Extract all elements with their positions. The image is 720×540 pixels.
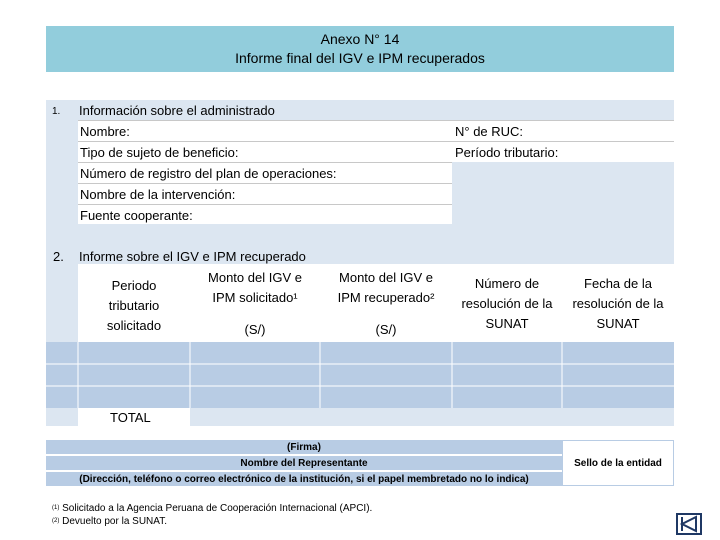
col1-line2: tributario: [108, 298, 160, 313]
back-arrow-icon: [678, 515, 700, 533]
footnote-2-text: Devuelto por la SUNAT.: [62, 516, 167, 527]
col4-line3: SUNAT: [485, 316, 529, 331]
field-tipo-sujeto: Tipo de sujeto de beneficio:: [78, 141, 452, 162]
col4-line1: Número de: [474, 276, 540, 291]
footnote-2-mark: (2): [52, 518, 60, 524]
col5-line3: SUNAT: [596, 316, 640, 331]
col-recuperado-header: [320, 264, 452, 342]
col5-line1: Fecha de la: [584, 276, 652, 291]
col2-line3: (S/): [244, 322, 266, 337]
direccion-label: (Dirección, teléfono o correo electrónico de la institución, si el papel membretado no lo indica): [79, 474, 529, 485]
col1-line1: Periodo: [111, 278, 157, 293]
col1-line3: solicitado: [106, 318, 162, 333]
section1-right-fill: [452, 162, 674, 224]
field-registro: Número de registro del plan de operaciones:: [78, 162, 452, 183]
section2-number: 2.: [53, 249, 64, 264]
footnote-1-mark: (1): [52, 505, 60, 511]
footnote-1: [52, 502, 372, 515]
total-left: [46, 408, 78, 426]
back-button[interactable]: [676, 513, 702, 535]
data-grid-lines: [46, 342, 674, 408]
total-label: TOTAL: [110, 410, 151, 425]
section2-left-margin: [46, 264, 78, 342]
footnote-2: [52, 515, 167, 528]
col3-line2: IPM recuperado²: [337, 290, 435, 305]
col5-line2: resolución de la: [572, 296, 664, 311]
sello-label: Sello de la entidad: [574, 458, 662, 469]
page-title: [46, 26, 674, 72]
col4-line2: resolución de la: [461, 296, 553, 311]
col3-line1: Monto del IGV e: [339, 270, 433, 285]
field-periodo: Período tributario:: [452, 141, 674, 162]
field-ruc: N° de RUC:: [452, 120, 674, 141]
col3-line3: (S/): [375, 322, 397, 337]
footnote-1-text: Solicitado a la Agencia Peruana de Cooperación Internacional (APCI).: [62, 503, 373, 514]
field-fuente: Fuente cooperante:: [78, 204, 452, 224]
section1-left-margin: [46, 120, 78, 224]
representante-label: Nombre del Representante: [240, 458, 368, 469]
title-line-1: Anexo N° 14: [320, 31, 400, 47]
spacer-band: [46, 224, 674, 246]
col2-line1: Monto del IGV e: [208, 270, 302, 285]
field-intervencion: Nombre de la intervención:: [78, 183, 452, 204]
field-nombre: Nombre:: [78, 120, 452, 141]
section1-number: 1.: [52, 106, 61, 117]
section1-title: Información sobre el administrado: [79, 103, 275, 118]
col-fecha-header: [562, 264, 674, 342]
firma-label: (Firma): [287, 442, 321, 453]
section2-title: Informe sobre el IGV e IPM recuperado: [79, 249, 306, 264]
col-periodo-header: [78, 264, 190, 342]
title-line-2: Informe final del IGV e IPM recuperados: [235, 50, 485, 66]
data-rows: [46, 342, 674, 408]
col-solicitado-header: [190, 264, 320, 342]
col2-line2: IPM solicitado¹: [212, 290, 298, 305]
col-numero-header: [452, 264, 562, 342]
